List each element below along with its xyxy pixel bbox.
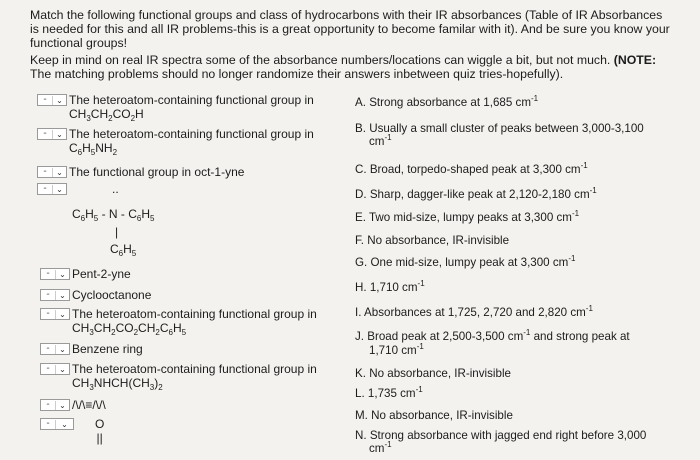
answer-exponent: -1 [589, 186, 597, 195]
instructions-paragraph-2 [30, 53, 670, 81]
answer-b [355, 122, 655, 149]
answer-text: Broad, torpedo-shaped peak at 3,300 cm [369, 163, 581, 176]
match-select-1[interactable] [37, 94, 67, 106]
note-text: matching problems should no longer randomize their answers inbetween quiz tries-hopefully). [51, 67, 564, 81]
match-select-10[interactable] [40, 399, 70, 411]
answer-d [355, 188, 655, 202]
answer-letter: I. [355, 306, 362, 319]
question-3 [69, 166, 244, 180]
answer-letter: J. [355, 330, 365, 343]
answer-m [355, 409, 655, 422]
answer-l [355, 387, 655, 401]
dash-icon: - [46, 289, 50, 300]
question-2-formula: $C_6H_5NH_2$ [69, 140, 118, 157]
chevron-down-icon: ⌄ [55, 270, 69, 279]
question-7-formula: $CH_3CH_2CO_2CH_2C_6H_5$ [72, 320, 187, 337]
match-select-9[interactable] [40, 363, 70, 375]
answer-text: No absorbance, IR-invisible [369, 367, 511, 380]
note-label-cont: The [30, 67, 52, 81]
answer-text: No absorbance, IR-invisible [371, 409, 513, 422]
answer-e [355, 211, 655, 225]
answer-letter: M. [355, 409, 368, 422]
question-2 [69, 128, 314, 156]
question-10 [72, 399, 106, 413]
answer-text-cont: and strong peak at [530, 330, 630, 343]
dash-icon: - [46, 308, 50, 319]
answer-letter: N. [355, 429, 367, 442]
dash-icon: - [46, 418, 50, 429]
answer-exponent: -1 [384, 133, 392, 142]
note-label: (NOTE: [613, 53, 657, 67]
answer-text: Usually a small cluster of peaks between 3,000-3,100 [369, 122, 644, 135]
answer-text: Strong absorbance at 1,685 cm [369, 96, 531, 109]
answer-i [355, 306, 655, 320]
answer-f [355, 234, 655, 247]
answer-letter: E. [355, 211, 366, 224]
match-select-6[interactable] [40, 289, 70, 301]
answer-text: Two mid-size, lumpy peaks at 3,300 cm [368, 211, 572, 224]
dash-icon: - [46, 343, 50, 354]
match-select-5[interactable] [40, 268, 70, 280]
question-1 [69, 94, 314, 122]
answer-letter: K. [355, 367, 366, 380]
triphenylamine-structure: $C_6H_5$ - N - $C_6H_5$ [72, 207, 155, 223]
answer-text: Strong absorbance with jagged end right before 3,000 [369, 429, 647, 442]
question-2-text: The heteroatom-containing functional group in [69, 127, 314, 141]
question-7 [72, 308, 317, 336]
match-select-8[interactable] [40, 343, 70, 355]
answer-exponent: -1 [585, 304, 593, 313]
answer-exponent: -1 [530, 94, 539, 103]
dash-icon: - [43, 183, 47, 194]
dash-icon: - [43, 94, 47, 105]
answer-text: 1,735 cm [367, 387, 416, 400]
answer-exponent: -1 [417, 279, 425, 288]
answer-text: Sharp, dagger-like peak at 2,120-2,180 cm [369, 188, 590, 201]
answer-h [355, 281, 655, 295]
double-bond-line: || [96, 430, 103, 445]
chevron-down-icon: ⌄ [55, 365, 69, 374]
question-6 [72, 289, 151, 303]
phenyl-group: $C_6H_5$ [110, 242, 137, 258]
answer-text: One mid-size, lumpy peak at 3,300 cm [370, 256, 569, 269]
dash-icon: - [43, 166, 47, 177]
question-8-text: Benzene ring [72, 342, 143, 356]
answer-n [355, 429, 655, 456]
answer-exponent: -1 [571, 209, 580, 218]
answer-text: No absorbance, IR-invisible [367, 234, 510, 247]
question-9 [72, 363, 317, 391]
question-8 [72, 343, 143, 357]
question-7-text: The heteroatom-containing functional group in [72, 307, 317, 321]
question-5 [72, 268, 131, 282]
question-3-text: The functional group in oct-1-yne [69, 165, 245, 179]
answer-text-2: cm [369, 442, 385, 455]
dash-icon: - [46, 363, 50, 374]
answer-k [355, 367, 655, 380]
answer-exponent: -1 [568, 254, 576, 263]
chevron-down-icon: ⌄ [55, 420, 73, 429]
carbonyl-oxygen: O [95, 417, 105, 431]
match-select-4[interactable] [37, 183, 67, 195]
chevron-down-icon: ⌄ [55, 401, 69, 410]
answer-letter: F. [355, 234, 365, 247]
instructions [30, 8, 670, 84]
answer-g [355, 256, 655, 270]
chevron-down-icon: ⌄ [55, 291, 69, 300]
answer-a [355, 96, 655, 110]
question-1-formula: $CH_3CH_2CO_2H$ [69, 106, 144, 123]
answer-exponent-2: -1 [416, 342, 424, 351]
question-11 [95, 418, 104, 445]
answer-letter: D. [355, 188, 367, 201]
answer-letter: B. [355, 122, 366, 135]
answer-text-2: 1,710 cm [369, 344, 417, 357]
answer-text: Broad peak at 2,500-3,500 cm [367, 330, 524, 343]
answer-exponent: -1 [580, 161, 588, 170]
answer-j [355, 330, 655, 358]
chevron-down-icon: ⌄ [52, 130, 66, 139]
chevron-down-icon: ⌄ [55, 310, 69, 319]
dash-icon: - [46, 399, 50, 410]
match-select-3[interactable] [37, 166, 67, 178]
question-6-text: Cyclooctanone [72, 288, 152, 302]
answer-exponent: -1 [384, 440, 392, 449]
question-5-text: Pent-2-yne [72, 267, 131, 281]
answer-text-2: cm [369, 135, 385, 148]
instructions-text: Keep in mind on real IR spectra some of the absorbance numbers/locations can wiggle a bit, but not much. [30, 53, 614, 67]
question-10-text: /\/\≡/\/\ [72, 398, 106, 412]
chevron-down-icon: ⌄ [55, 345, 69, 354]
match-select-7[interactable] [40, 308, 70, 320]
answer-exponent: -1 [523, 328, 531, 337]
answer-letter: C. [355, 163, 367, 176]
answer-letter: L. [355, 387, 365, 400]
answer-text: Absorbances at 1,725, 2,720 and 2,820 cm [364, 306, 586, 319]
lone-pair-dots: .. [112, 182, 119, 196]
answer-letter: A. [355, 96, 366, 109]
answer-letter: H. [355, 281, 367, 294]
chevron-down-icon: ⌄ [52, 96, 66, 105]
chevron-down-icon: ⌄ [52, 185, 66, 194]
dash-icon: - [43, 128, 47, 139]
answer-c [355, 163, 655, 177]
answer-exponent: -1 [415, 385, 423, 394]
question-1-text: The heteroatom-containing functional group in [69, 93, 314, 107]
chevron-down-icon: ⌄ [52, 168, 66, 177]
answer-text: 1,710 cm [369, 281, 418, 294]
question-9-formula: $CH_3NHCH(CH_3)_2$ [72, 375, 163, 392]
match-select-2[interactable] [37, 128, 67, 140]
bond-line: | [115, 225, 119, 239]
question-9-text: The heteroatom-containing functional group in [72, 362, 317, 376]
instructions-paragraph-1: Match the following functional groups and class of hydrocarbons with their IR absorbances (Table of IR Absorbances is needed for this and all IR problems-this is a great opportunity to become familar with it). And be sure you know your functional groups! [30, 8, 670, 50]
match-select-11[interactable] [40, 418, 74, 430]
answer-letter: G. [355, 256, 368, 269]
dash-icon: - [46, 268, 50, 279]
